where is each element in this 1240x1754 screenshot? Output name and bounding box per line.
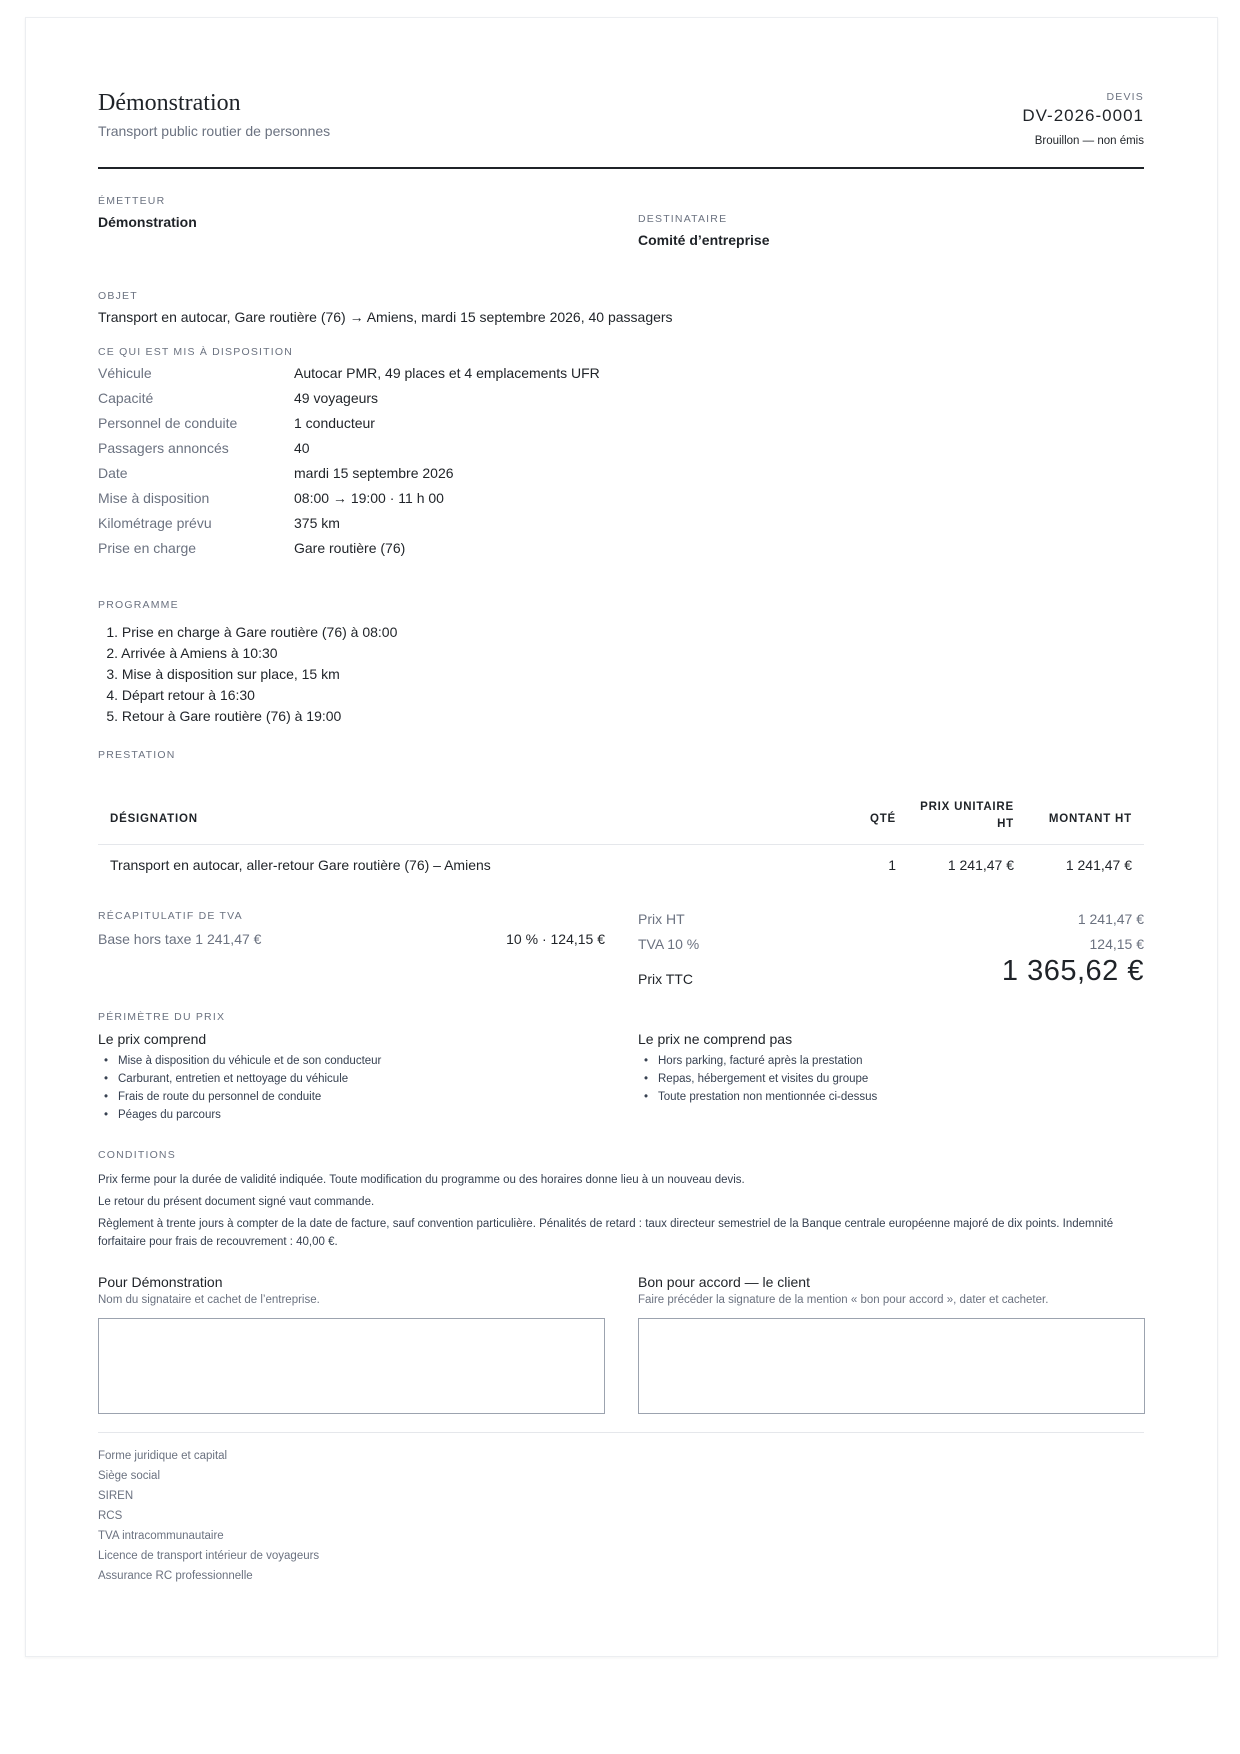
recipient-label: DESTINATAIRE xyxy=(638,213,728,225)
included-title: Le prix comprend xyxy=(98,1031,207,1047)
signature-left-box[interactable] xyxy=(98,1318,605,1414)
condition-line: Prix ferme pour la durée de validité indiquée. Toute modification du programme ou des horaires donne lieu à un nouveau devis. xyxy=(98,1174,745,1186)
programme-label: PROGRAMME xyxy=(98,599,179,611)
document-page xyxy=(25,17,1218,1657)
included-list xyxy=(98,1052,381,1124)
spec-row xyxy=(98,540,798,560)
total-ttc-label: Prix TTC xyxy=(638,971,693,987)
list-item: • Péages du parcours xyxy=(98,1106,381,1124)
company-subtitle: Transport public routier de personnes xyxy=(98,123,331,139)
provision-label: CE QUI EST MIS À DISPOSITION xyxy=(98,346,294,358)
spec-row xyxy=(98,390,798,410)
spec-value: mardi 15 septembre 2026 xyxy=(294,465,454,481)
conditions-label: CONDITIONS xyxy=(98,1149,176,1161)
legal-line: Assurance RC professionnelle xyxy=(98,1570,253,1582)
programme-item xyxy=(98,643,397,664)
doc-status: Brouillon — non émis xyxy=(1034,135,1144,147)
signature-right-box[interactable] xyxy=(638,1318,1145,1414)
signature-left-hint: Nom du signataire et cachet de l’entreprise. xyxy=(98,1294,320,1306)
list-item: • Repas, hébergement et visites du groupe xyxy=(638,1070,877,1088)
spec-key: Prise en charge xyxy=(98,540,197,556)
doc-type-label: DEVIS xyxy=(1106,91,1144,103)
signature-left-title: Pour Démonstration xyxy=(98,1274,223,1290)
spec-key: Passagers annoncés xyxy=(98,440,229,456)
legal-line: Siège social xyxy=(98,1470,161,1482)
spec-value: 08:00 → 19:00 · 11 h 00 xyxy=(294,490,444,506)
programme-text: Prise en charge à Gare routière (76) à 08:00 xyxy=(121,624,398,640)
programme-text: Arrivée à Amiens à 10:30 xyxy=(121,645,278,661)
list-item: • Frais de route du personnel de conduite xyxy=(98,1088,381,1106)
legal-line: Forme juridique et capital xyxy=(98,1450,228,1462)
programme-number: 1. xyxy=(106,624,118,640)
spec-row xyxy=(98,365,798,385)
spec-key: Véhicule xyxy=(98,365,152,381)
footer-divider xyxy=(98,1432,1144,1433)
spec-row xyxy=(98,415,798,435)
signature-right-hint: Faire précéder la signature de la mention « bon pour accord », dater et cacheter. xyxy=(638,1294,1049,1306)
cell-designation: Transport en autocar, aller-retour Gare routière (76) – Amiens xyxy=(110,857,491,873)
prestation-label: PRESTATION xyxy=(98,749,176,761)
spec-key: Kilométrage prévu xyxy=(98,515,212,531)
company-name: Démonstration xyxy=(98,90,241,116)
column-header-amount: MONTANT HT xyxy=(1048,813,1132,825)
spec-key: Personnel de conduite xyxy=(98,415,238,431)
list-item: • Hors parking, facturé après la prestation xyxy=(638,1052,877,1070)
header-divider xyxy=(98,167,1144,169)
spec-key: Mise à disposition xyxy=(98,490,210,506)
spec-value: 375 km xyxy=(294,515,340,531)
programme-item xyxy=(98,706,397,727)
spec-value: 40 xyxy=(294,440,310,456)
legal-line: SIREN xyxy=(98,1490,134,1502)
object-text: Transport en autocar, Gare routière (76) → Amiens, mardi 15 septembre 2026, 40 passagers xyxy=(98,309,673,325)
spec-value: Autocar PMR, 49 places et 4 emplacements UFR xyxy=(294,365,600,381)
cell-amount: 1 241,47 € xyxy=(1065,857,1132,873)
total-ttc-value: 1 365,62 € xyxy=(1001,955,1144,987)
spec-row xyxy=(98,490,798,510)
programme-number: 3. xyxy=(106,666,118,682)
perimeter-label: PÉRIMÈTRE DU PRIX xyxy=(98,1011,226,1023)
object-label: OBJET xyxy=(98,290,138,302)
column-header-unit-price-line1: PRIX UNITAIRE xyxy=(920,801,1014,813)
list-item: • Toute prestation non mentionnée ci-dessus xyxy=(638,1088,877,1106)
programme-number: 5. xyxy=(106,708,118,724)
vat-base: Base hors taxe 1 241,47 € xyxy=(98,931,262,947)
doc-number: DV-2026-0001 xyxy=(1022,106,1144,125)
column-header-unit-price-line2: HT xyxy=(997,818,1014,830)
condition-line: Le retour du présent document signé vaut commande. xyxy=(98,1196,375,1208)
spec-key: Date xyxy=(98,465,128,481)
issuer-label: ÉMETTEUR xyxy=(98,195,166,207)
spec-row xyxy=(98,465,798,485)
programme-number: 4. xyxy=(106,687,118,703)
programme-text: Mise à disposition sur place, 15 km xyxy=(121,666,340,682)
vat-rate-amount: 10 % · 124,15 € xyxy=(506,931,605,947)
spec-value: 1 conducteur xyxy=(294,415,375,431)
programme-item xyxy=(98,664,397,685)
cell-qty: 1 xyxy=(888,857,896,873)
column-header-designation: DÉSIGNATION xyxy=(110,813,198,825)
spec-key: Capacité xyxy=(98,390,154,406)
excluded-title: Le prix ne comprend pas xyxy=(638,1031,793,1047)
excluded-list xyxy=(638,1052,877,1106)
programme-item xyxy=(98,685,397,706)
programme-number: 2. xyxy=(106,645,118,661)
legal-line: RCS xyxy=(98,1510,123,1522)
column-header-unit-price xyxy=(920,801,1014,830)
table-header xyxy=(98,795,1144,845)
cell-unit-price: 1 241,47 € xyxy=(947,857,1014,873)
signature-right-title: Bon pour accord — le client xyxy=(638,1274,810,1290)
list-item: • Carburant, entretien et nettoyage du véhicule xyxy=(98,1070,381,1088)
list-item: • Mise à disposition du véhicule et de son conducteur xyxy=(98,1052,381,1070)
spec-value: 49 voyageurs xyxy=(294,390,379,406)
total-tva-label: TVA 10 % xyxy=(638,936,700,952)
vat-summary-label: RÉCAPITULATIF DE TVA xyxy=(98,910,243,922)
programme-text: Retour à Gare routière (76) à 19:00 xyxy=(121,708,342,724)
recipient-name: Comité d’entreprise xyxy=(638,232,770,248)
programme-item xyxy=(98,622,397,643)
issuer-name: Démonstration xyxy=(98,214,197,230)
total-ht-label: Prix HT xyxy=(638,911,685,927)
programme-list xyxy=(98,622,397,727)
legal-line: Licence de transport intérieur de voyageurs xyxy=(98,1550,320,1562)
total-tva-value: 124,15 € xyxy=(1089,936,1144,952)
total-ht-value: 1 241,47 € xyxy=(1077,911,1144,927)
programme-text: Départ retour à 16:30 xyxy=(121,687,255,703)
spec-value: Gare routière (76) xyxy=(294,540,406,556)
table-row xyxy=(98,845,1144,887)
condition-line: Règlement à trente jours à compter de la date de facture, sauf convention particulière. Pénalités de retard : taux directeur semestriel de la Banque centrale européenne majoré de dix points. Indemnité forfaitaire pour frais de recouvrement : 40,00 €. xyxy=(98,1218,1114,1248)
column-header-qty: QTÉ xyxy=(869,813,896,825)
legal-line: TVA intracommunautaire xyxy=(98,1530,224,1542)
spec-row xyxy=(98,515,798,535)
spec-row xyxy=(98,440,798,460)
